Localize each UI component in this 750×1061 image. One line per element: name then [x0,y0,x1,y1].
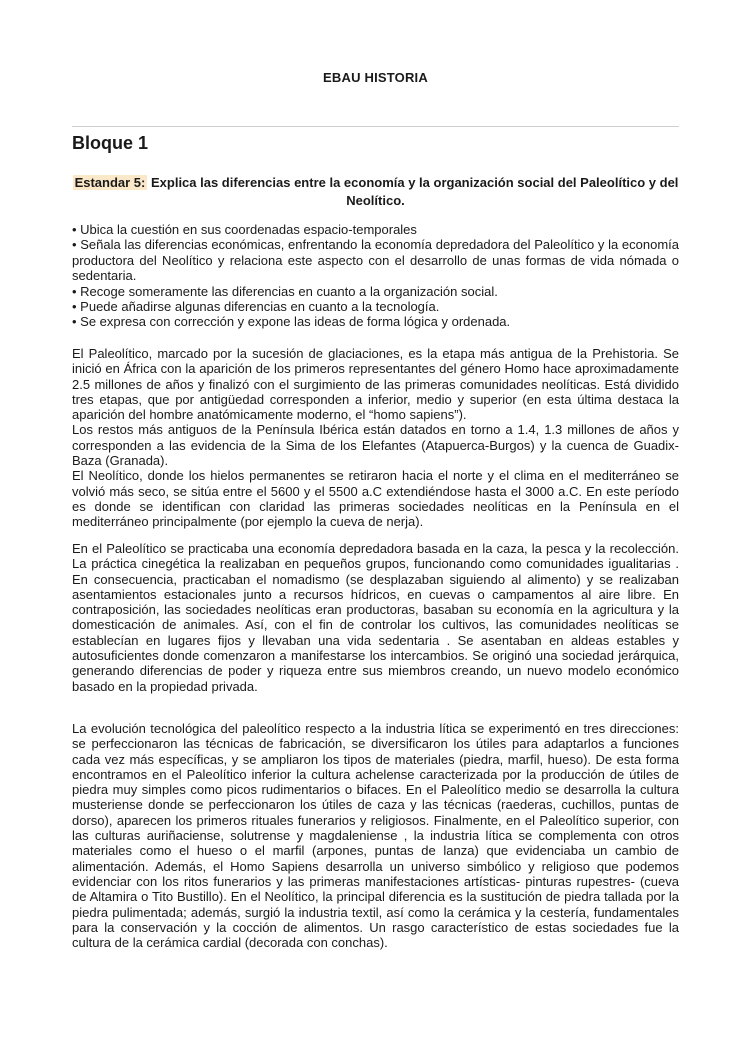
criteria-item: • Puede añadirse algunas diferencias en cuanto a la tecnología. [72,299,440,315]
criteria-item: • Señala las diferencias económicas, enfrentando la economía depredadora del Paleolítico y la economía productora del Neolítico y relaciona este aspecto con el desarrollo de unas formas de vida nómada o sedentaria. [72,237,679,284]
criteria-item: • Recoge someramente las diferencias en cuanto a la organización social. [72,283,498,299]
horizontal-divider [72,126,679,127]
criteria-item: • Se expresa con corrección y expone las ideas de forma lógica y ordenada. [72,314,511,330]
paragraph: Los restos más antiguos de la Península Ibérica están datados en torno a 1.4, 1.3 millones de años y corresponden a las evidencia de la Sima de los Elefantes (Atapuerca-Burgos) y la cuenca de Guadix-Baza (Granada). [72,422,679,469]
intro-section [72,346,679,530]
paragraph: El Paleolítico, marcado por la sucesión de glaciaciones, es la etapa más antigua de la Prehistoria. Se inició en África con la aparición de los primeros representantes del género Homo hace aproximadamente 2.5 millones de años y finalizó con el surgimiento de las primeras comunidades neolíticas. Está dividido tres etapas, que por antigüedad corresponden a inferior, medio y superior (en esta última destaca la aparición del hombre anatómicamente moderno, el “homo sapiens”). [72,346,679,423]
paragraph: La evolución tecnológica del paleolítico respecto a la industria lítica se experimentó en tres direcciones: se perfeccionaron las técnicas de fabricación, se diversificaron los útiles para adaptarlos a funciones cada vez más específicas, y se ampliaron los tipos de materiales (piedra, marfil, hueso). De esta forma encontramos en el Paleolítico inferior la cultura achelense caracterizada por la producción de útiles de piedra muy simples como picos rudimentarios o bifaces. En el Paleolítico medio se desarrolla la cultura musteriense donde se perfeccionaron los útiles de caza y las técnicas (raederas, cuchillos, puntas de dorso), aparecen los primeros rituales funerarios y religiosos. Finalmente, en el Paleolítico superior, con las culturas auriñaciense, solutrense y magdaleniense , la industria lítica se complementa con otros materiales como el hueso o el marfil (arpones, puntas de lanza) que evidenciaba un cambio de alimentación. Además, el Homo Sapiens desarrolla un universo simbólico y religioso que podemos evidenciar con los ritos funerarios y las primeras manifestaciones artísticas- pinturas rupestres- (cueva de Altamira o Tito Bustillo). En el Neolítico, la principal diferencia es la sustitución de piedra tallada por la piedra pulimentada; además, surgió la industria textil, así como la cerámica y la cestería, fundamentales para la conservación y la cocción de alimentos. Un rasgo característico de estas sociedades fue la cultura de la cerámica cardial (decorada con conchas). [72,721,679,951]
economy-section [72,541,679,694]
document-header-title: EBAU HISTORIA [323,70,428,85]
criteria-item: • Ubica la cuestión en sus coordenadas espacio-temporales [72,222,417,237]
criteria-list [72,222,679,330]
standard-text: Explica las diferencias entre la economía y la organización social del Paleolítico y del Neolítico. [147,175,679,208]
paragraph: El Neolítico, donde los hielos permanentes se retiraron hacia el norte y el clima en el mediterráneo se volvió más seco, se sitúa entre el 5600 y el 5500 a.C extendiéndose hasta el 3000 a.C. En este período es donde se identifican con claridad las primeras sociedades neolíticas en la Península en el mediterráneo principalmente (por ejemplo la cueva de nerja). [72,468,679,530]
standard-heading [72,174,679,210]
block-title: Bloque 1 [72,133,149,153]
technology-section [72,721,679,950]
standard-label: Estandar 5: [74,175,146,190]
paragraph: En el Paleolítico se practicaba una economía depredadora basada en la caza, la pesca y la recolección. La práctica cinegética la realizaban en pequeños grupos, funcionando como comunidades igualitarias . En consecuencia, practicaban el nomadismo (se desplazaban siguiendo al alimento) y se realizaban asentamientos estacionales junto a recursos hídricos, en cuevas o campamentos al aire libre. En contraposición, las sociedades neolíticas eran productoras, basaban su economía en la agricultura y la domesticación de animales. Así, con el fin de controlar los cultivos, las comunidades neolíticas se establecían en lugares fijos y llevaban una vida sedentaria . Se asentaban en aldeas estables y autosuficientes donde comenzaron a manifestarse los intercambios. Se originó una sociedad jerárquica, generando diferencias de poder y riqueza entre sus miembros creando, un nuevo modelo económico basado en la propiedad privada. [72,541,679,694]
